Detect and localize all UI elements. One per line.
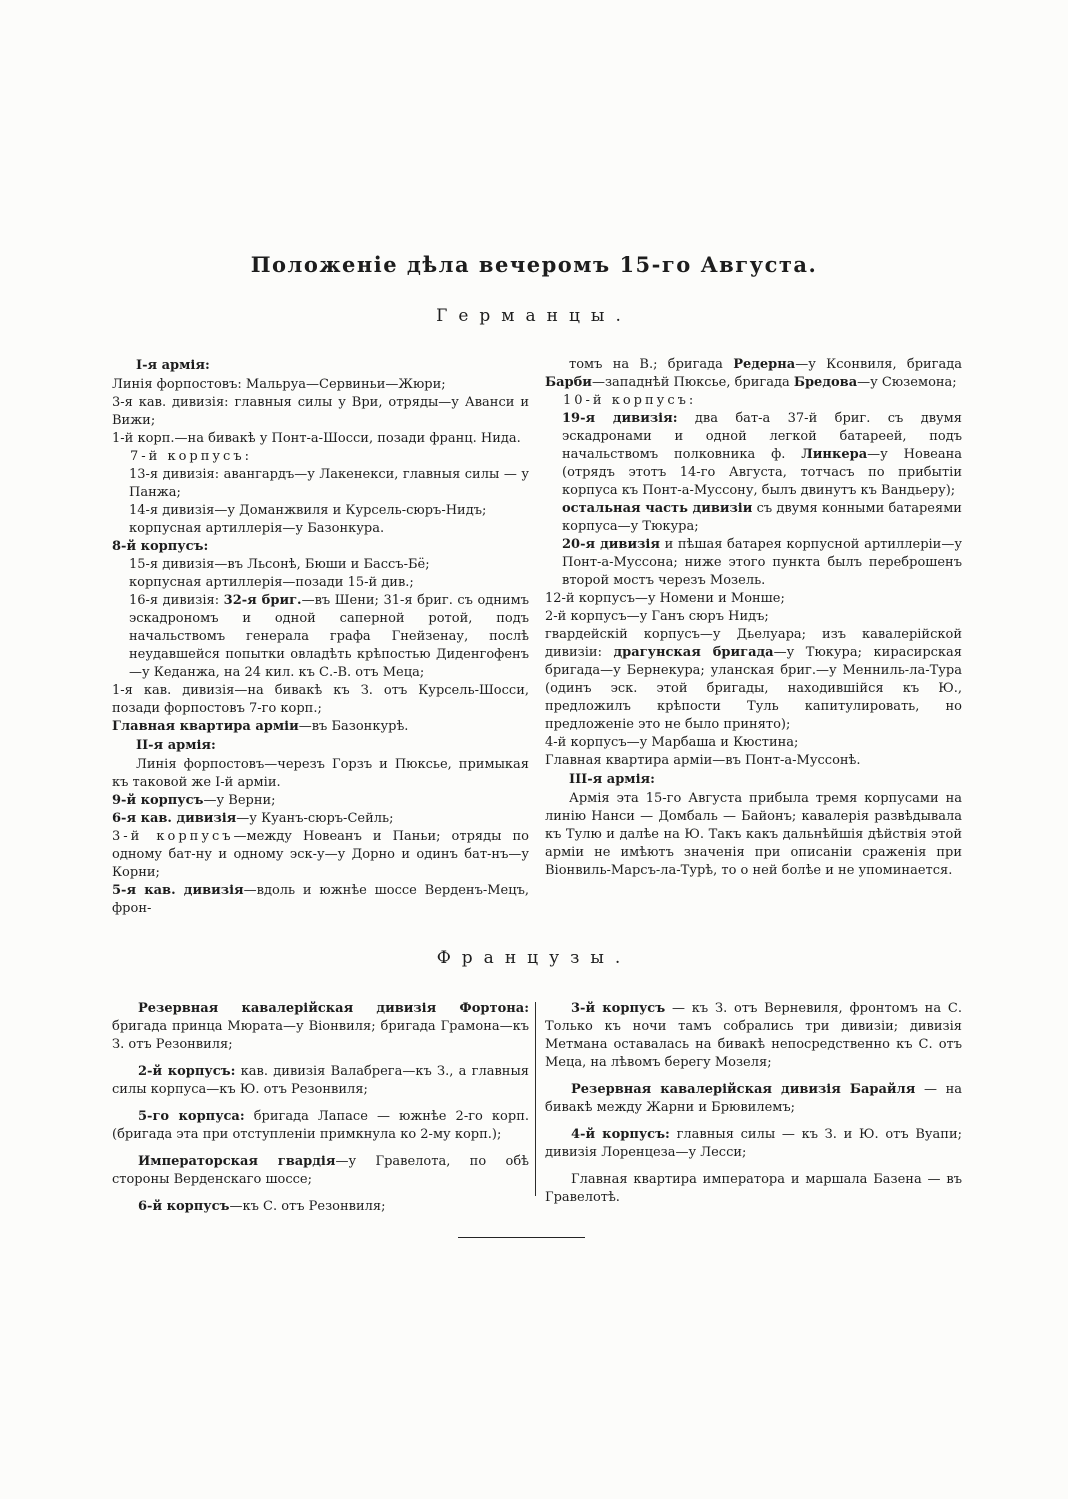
paragraph — [112, 376, 529, 394]
text-run: Главная квартира арміи—въ Понт-а-Муссонѣ. — [545, 753, 861, 768]
paragraph — [545, 1081, 962, 1117]
text-run: томъ на В.; бригада — [569, 357, 734, 372]
text-run: 6-й корпусъ — [138, 1199, 230, 1214]
text-run: —между Новеанъ и Паньи; отряды по одному бат-ну и одному эск-у—у Дорно и одинъ бат-нъ—у Корни; — [112, 829, 529, 880]
paragraph — [112, 828, 529, 882]
text-run: гвардейскій корпусъ—у Дьелуара; изъ кавалерійской дивизіи: — [545, 627, 962, 660]
text-run: 6-я кав. дивизія — [112, 811, 237, 826]
paragraph — [112, 756, 529, 792]
text-run: —у Гравелота, по обѣ стороны Верденскаго шоссе; — [112, 1154, 529, 1187]
french-left-column — [112, 1000, 529, 1225]
paragraph — [545, 1000, 962, 1072]
section-heading-french: Французы. — [436, 948, 632, 968]
text-run: 8-й корпусъ: — [112, 539, 209, 554]
text-run: Резервная кавалерійская дивизія Барайля — [571, 1082, 916, 1097]
text-run: корпусная артиллерія—позади 15-й див.; — [129, 575, 414, 590]
paragraph — [112, 1198, 529, 1216]
text-run: 3-й корпусъ — [571, 1001, 666, 1016]
text-run: —у Ксонвиля, бригада — [795, 357, 962, 372]
paragraph — [112, 882, 529, 918]
text-run: 1-я кав. дивизія—на бивакѣ къ З. отъ Курсель-Шосси, позади форпостовъ 7-го корп.; — [112, 683, 529, 716]
text-run: —западнѣй Пюксье, бригада — [591, 375, 794, 390]
paragraph — [545, 734, 962, 752]
text-run: 20-я дивизія — [562, 537, 660, 552]
text-run: Линія форпостовъ: Мальруа—Сервиньи—Жюри; — [112, 377, 446, 392]
paragraph — [545, 392, 962, 410]
text-run: 19-я дивизія: — [562, 411, 678, 426]
text-run: Редерна — [733, 357, 796, 372]
paragraph — [112, 1063, 529, 1099]
text-run: 4-й корпусъ: — [571, 1127, 670, 1142]
paragraph — [545, 536, 962, 590]
text-run: 14-я дивизія—у Доманжвиля и Курсель-сюръ-Нидъ; — [129, 503, 487, 518]
paragraph — [112, 1108, 529, 1144]
french-columns — [112, 1000, 962, 1225]
text-run: 3-я кав. дивизія: главныя силы у Ври, отряды—у Аванси и Вижи; — [112, 395, 529, 428]
paragraph — [112, 394, 529, 430]
text-run: Линія форпостовъ—черезъ Горзъ и Пюксье, примыкая къ таковой же I-й арміи. — [112, 757, 529, 790]
text-run: 10-й корпусъ: — [563, 393, 697, 408]
text-run: корпусная артиллерія—у Базонкура. — [129, 521, 385, 536]
paragraph — [112, 1000, 529, 1054]
text-run: и пѣшая батарея корпусной артиллеріи—у Понт-а-Муссона; ниже этого пункта былъ переброшенъ второй мостъ черезъ Мозель. — [562, 537, 962, 588]
text-run: 2-й корпусъ—у Ганъ сюръ Нидъ; — [545, 609, 769, 624]
paragraph — [545, 590, 962, 608]
paragraph — [545, 790, 962, 880]
text-run: II-я армія: — [136, 738, 216, 753]
text-run: Резервная кавалерійская дивизія Фортона: — [138, 1001, 529, 1016]
text-run: III-я армія: — [569, 772, 655, 787]
paragraph — [112, 448, 529, 466]
text-run: бригада принца Мюрата—у Віонвиля; бригада Грамона—къ З. отъ Резонвиля; — [112, 1019, 529, 1052]
text-run: 4-й корпусъ—у Марбаша и Кюстина; — [545, 735, 799, 750]
text-run: Линкера — [801, 447, 868, 462]
text-run: Императорская гвардія — [138, 1154, 336, 1169]
paragraph — [112, 357, 529, 375]
paragraph — [545, 410, 962, 500]
text-run: 3-й корпусъ — [112, 829, 234, 844]
text-run: Барби — [545, 375, 592, 390]
paragraph — [112, 520, 529, 538]
text-run: —вдоль и южнѣе шоссе Верденъ-Мецъ, фрон- — [112, 883, 530, 916]
french-right-column — [545, 1000, 962, 1225]
germans-right-column — [545, 356, 962, 918]
paragraph — [112, 502, 529, 520]
paragraph — [545, 1126, 962, 1162]
paragraph — [112, 466, 529, 502]
germans-left-column — [112, 356, 529, 918]
text-run: 5-я кав. дивизія — [112, 883, 244, 898]
text-run: —къ С. отъ Резонвиля; — [229, 1199, 386, 1214]
paragraph — [112, 538, 529, 556]
text-run: 5-го корпуса: — [138, 1109, 245, 1124]
text-run: —въ Базонкурѣ. — [298, 719, 409, 734]
text-run: Главная квартира императора и маршала Базена — въ Гравелотѣ. — [545, 1172, 962, 1205]
paragraph — [545, 500, 962, 536]
text-run: 1-й корп.—на бивакѣ у Понт-а-Шосси, позади франц. Нида. — [112, 431, 521, 446]
paragraph — [112, 718, 529, 736]
paragraph — [112, 810, 529, 828]
text-run: — на бивакѣ между Жарни и Брювилемъ; — [545, 1082, 962, 1115]
text-run: съ двумя конными батареями корпуса—у Тюкура; — [562, 501, 962, 534]
text-run: —у Верни; — [203, 793, 276, 808]
text-run: главныя силы — къ З. и Ю. отъ Вуапи; дивизія Лоренцеза—у Лесси; — [545, 1127, 963, 1160]
text-run: —у Тюкура; кирасирская бригада—у Бернекура; уланская бриг.—у Менниль-ла-Тура (одинъ эск. этой бригады, находившійся къ Ю., предложилъ крѣпости Туль капитулировать, но предложеніе это не было принято); — [545, 645, 963, 732]
text-run: 7-й корпусъ: — [130, 449, 252, 464]
text-run: I-я армія: — [136, 358, 210, 373]
text-run: Главная квартира арміи — [112, 719, 299, 734]
text-run: драгунская бригада — [613, 645, 774, 660]
paragraph — [545, 771, 962, 789]
page-title: Положеніе дѣла вечеромъ 15-го Августа. — [250, 252, 818, 277]
text-run: Армія эта 15-го Августа прибыла тремя корпусами на линію Нанси — Домбаль — Байонъ; кавалерія развѣдывала къ Тулю и далѣе на Ю. Такъ какъ дальнѣйшія дѣйствія этой арміи не имѣютъ значенія при описаніи сраженія при Віонвиль-Марсъ-ла-Турѣ, то о ней болѣе и не упоминается. — [545, 791, 962, 878]
paragraph — [112, 737, 529, 755]
paragraph — [112, 574, 529, 592]
section-end-rule — [458, 1237, 585, 1238]
paragraph — [112, 430, 529, 448]
paragraph — [545, 626, 962, 734]
text-run: 9-й корпусъ — [112, 793, 204, 808]
text-run: остальная часть дивизіи — [562, 501, 753, 516]
paragraph — [112, 792, 529, 810]
text-run: —въ Шени; 31-я бриг. съ однимъ эскадрономъ и одной саперной ротой, подъ начальствомъ генерала графа Гнейзенау, послѣ неудавшейся попытки овладѣть крѣпостью Диденгофенъ—у Кеданжа, на 24 кил. къ С.-В. отъ Меца; — [129, 593, 529, 680]
text-run: 12-й корпусъ—у Номени и Монше; — [545, 591, 785, 606]
paragraph — [112, 682, 529, 718]
paragraph — [545, 1171, 962, 1207]
text-run: бригада Лапасе — южнѣе 2-го корп. (бригада эта при отступленіи примкнула ко 2-му корп.); — [112, 1109, 529, 1142]
text-run: 2-й корпусъ: — [138, 1064, 236, 1079]
text-run: —у Сюземона; — [857, 375, 957, 390]
text-run: —у Новеана (отрядъ этотъ 14-го Августа, тотчасъ по прибытіи корпуса къ Понт-а-Муссону, былъ двинутъ къ Вандьеру); — [562, 447, 963, 498]
text-run: Бредова — [793, 375, 858, 390]
text-run: 32-я бриг. — [223, 593, 302, 608]
text-run: два бат-а 37-й бриг. съ двумя эскадронами и одной легкой батареей, подъ начальствомъ полковника ф. — [562, 411, 962, 462]
text-run: 13-я дивизія: авангардъ—у Лакенекси, главныя силы — у Панжа; — [129, 467, 529, 500]
paragraph — [545, 356, 962, 392]
paragraph — [545, 608, 962, 626]
paragraph — [112, 1153, 529, 1189]
text-run: кав. дивизія Валабрега—къ З., а главныя силы корпуса—къ Ю. отъ Резонвиля; — [112, 1064, 529, 1097]
paragraph — [545, 752, 962, 770]
text-run: 15-я дивизія—въ Льсонѣ, Бюши и Бассъ-Бё; — [129, 557, 430, 572]
germans-columns — [112, 356, 962, 918]
text-run: 16-я дивизія: — [129, 593, 224, 608]
text-run: —у Куанъ-сюръ-Сейль; — [236, 811, 394, 826]
paragraph — [112, 556, 529, 574]
column-divider-rule — [535, 1002, 536, 1196]
text-run: — къ З. отъ Верневиля, фронтомъ на С. Только къ ночи тамъ собрались три дивизіи; дивизія Метмана оставалась на бивакѣ непосредственно къ С. отъ Меца, на лѣвомъ берегу Мозеля; — [545, 1001, 962, 1070]
section-heading-germans: Германцы. — [436, 306, 632, 326]
paragraph — [112, 592, 529, 682]
